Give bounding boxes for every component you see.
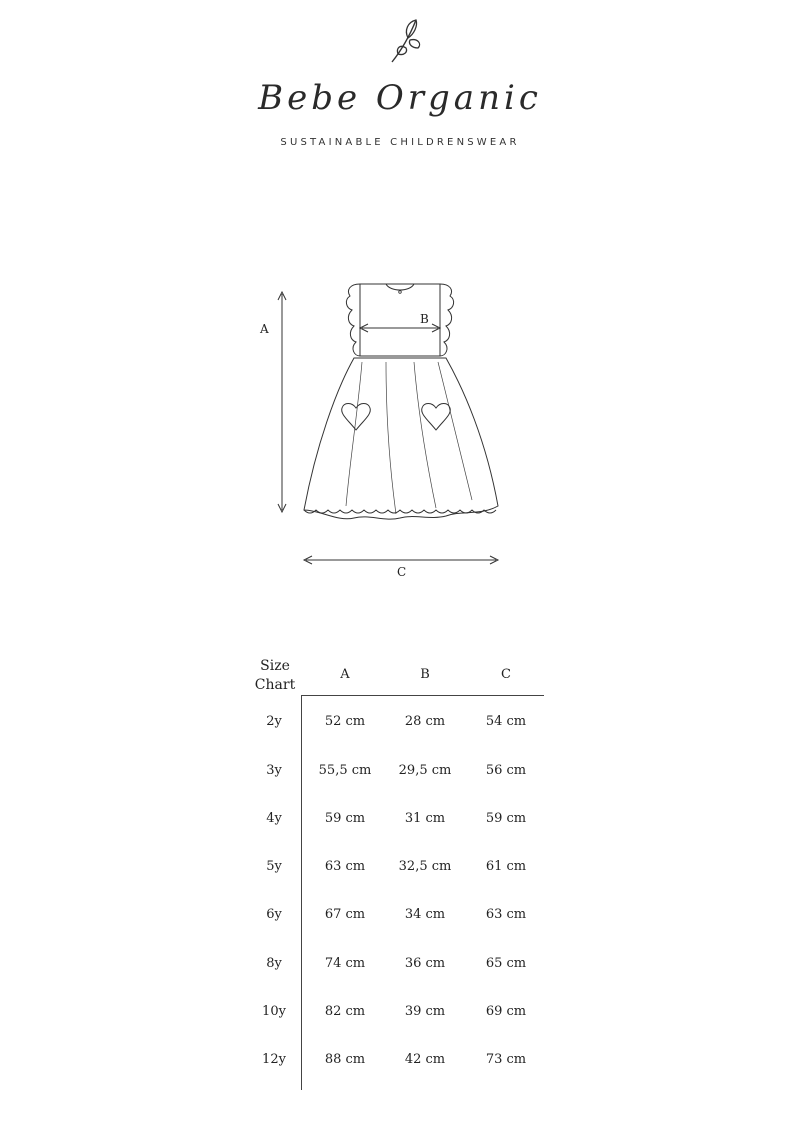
c-cell: 63 cm xyxy=(485,907,527,922)
c-cell: 61 cm xyxy=(485,859,527,874)
dress-diagram xyxy=(250,270,550,590)
b-cell: 32,5 cm xyxy=(398,859,452,874)
label-c: C xyxy=(397,565,407,579)
a-cell: 88 cm xyxy=(324,1052,366,1067)
a-cell: 63 cm xyxy=(324,859,366,874)
size-cell: 12y xyxy=(262,1052,286,1067)
a-cell: 82 cm xyxy=(324,1004,366,1019)
size-cell: 5y xyxy=(266,859,282,874)
table-row xyxy=(240,763,570,783)
column-header-b: B xyxy=(420,667,430,682)
c-cell: 56 cm xyxy=(485,763,527,778)
b-cell: 31 cm xyxy=(404,811,446,826)
b-cell: 39 cm xyxy=(404,1004,446,1019)
size-cell: 10y xyxy=(262,1004,286,1019)
size-cell: 6y xyxy=(266,907,282,922)
size-cell: 8y xyxy=(266,956,282,971)
label-a: A xyxy=(260,322,269,336)
b-cell: 28 cm xyxy=(404,714,446,729)
a-cell: 74 cm xyxy=(324,956,366,971)
table-row xyxy=(240,859,570,879)
table-row xyxy=(240,907,570,927)
right-heart-pocket xyxy=(422,404,451,431)
a-cell: 55,5 cm xyxy=(318,763,372,778)
c-cell: 73 cm xyxy=(485,1052,527,1067)
leaf-logo-icon xyxy=(386,14,426,66)
b-cell: 36 cm xyxy=(404,956,446,971)
table-row xyxy=(240,1052,570,1072)
brand-tagline: SUSTAINABLE CHILDRENSWEAR xyxy=(280,137,520,148)
header-divider xyxy=(301,695,544,696)
size-chart-table xyxy=(240,655,570,1095)
brand-name: Bebe Organic xyxy=(258,78,542,118)
size-chart-title: Size Chart xyxy=(254,658,296,693)
a-cell: 52 cm xyxy=(324,714,366,729)
label-b: B xyxy=(420,312,429,326)
c-cell: 69 cm xyxy=(485,1004,527,1019)
c-cell: 54 cm xyxy=(485,714,527,729)
table-row xyxy=(240,714,570,734)
a-cell: 59 cm xyxy=(324,811,366,826)
b-cell: 42 cm xyxy=(404,1052,446,1067)
column-header-a: A xyxy=(340,667,350,682)
size-cell: 4y xyxy=(266,811,282,826)
a-cell: 67 cm xyxy=(324,907,366,922)
b-cell: 34 cm xyxy=(404,907,446,922)
size-cell: 2y xyxy=(266,714,282,729)
dimension-a-arrow xyxy=(278,292,286,512)
c-cell: 59 cm xyxy=(485,811,527,826)
c-cell: 65 cm xyxy=(485,956,527,971)
table-row xyxy=(240,811,570,831)
table-row xyxy=(240,956,570,976)
dimension-c-arrow xyxy=(304,556,498,564)
table-row xyxy=(240,1004,570,1024)
size-column-divider xyxy=(301,695,302,1090)
size-cell: 3y xyxy=(266,763,282,778)
b-cell: 29,5 cm xyxy=(398,763,452,778)
column-header-c: C xyxy=(501,667,511,682)
